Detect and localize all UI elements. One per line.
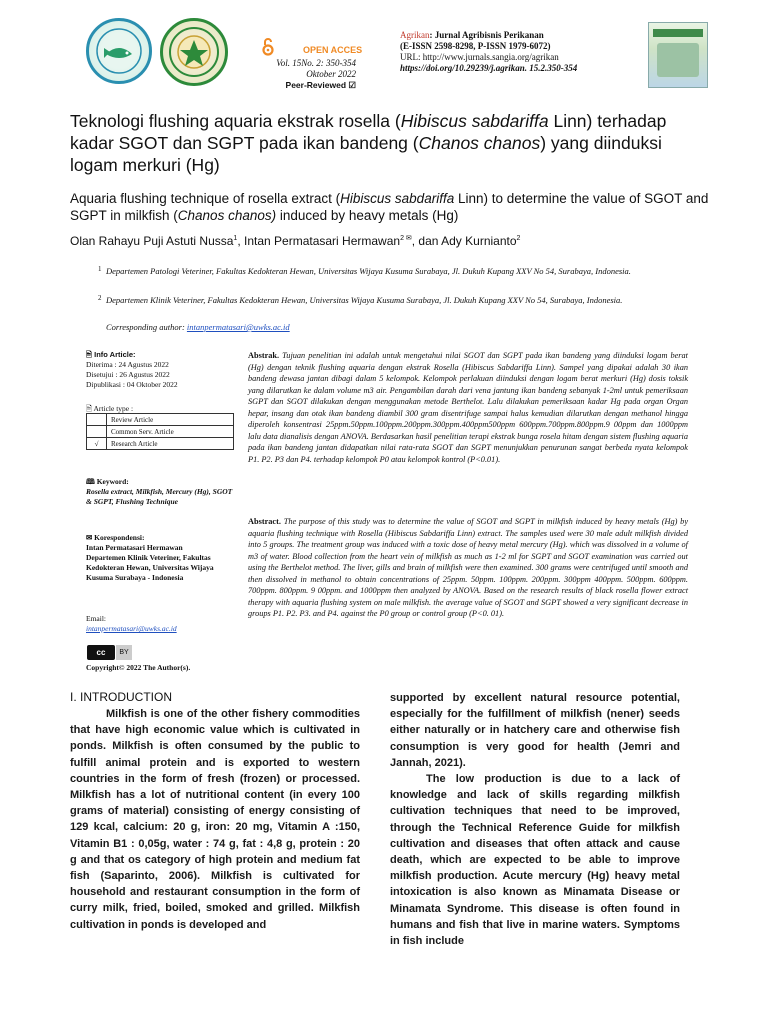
page-header	[0, 0, 768, 96]
agrikan-logo	[86, 18, 152, 84]
abstrak-indonesian: Abstrak. Tujuan penelitian ini adalah untuk mengetahui nilai SGOT dan SGPT pada ikan bandeng yang diinduksi logam berat (Hg) dengan teknik flushing aquaria dengan ekstrak Rosella (Hibiscus Sabdariffa Linn). Sampel yang dipakai adalah 30 ikan bandeng dewasa jantan dibagi dalam 5 kelompok. Kelompok perlakuan diinduksi dengan logam berat merkuri (Hg) dosis toksik yang dilarutkan ke dalam volume m3 air. Pengambilan darah dari vena jantung ikan bandeng sebanyak 1-2ml untuk pemeriksaan SGPT dan SGOT dilakukan dengan menggunakan metode Berthelot. Lalu dilakukan pemeriksaan kadar Hg pada organ Organ hepar, insang dan otak ikan bandeng diambil 300 gram disentrifuge sampai halus kemudian dilarutkan dengan methanol hingga diperoleh konsentrasi 25ppm.50ppm.100ppm.200ppm.300ppm.400ppm500ppm 600ppm.700ppm.800ppm.9 00ppm dan 1000ppm lalu data dianalisis dengan ANOVA. Berdasarkan hasil penelitian terapi ekstrak bunga rosela hitam dengan sistem flushing aquaria pada ikan bandeng jantan didapatkan nilai rata-rata SGOT dan SGPT menunjukkan penurunan sangat berbeda nyata kelompok P1. P2. P3 dan P4. terhadap kelompok P0 atau kelompok kontrol (P<0.01).	[248, 351, 688, 464]
issn: (E-ISSN 2598-8298, P-ISSN 1979-6072)	[400, 41, 551, 51]
correspondence-heading: ✉ Korespondensi:	[86, 533, 145, 542]
table-row: Review Article	[87, 414, 234, 426]
correspondence-name: Intan Permatasari Hermawan	[86, 543, 183, 552]
body-right-column	[390, 690, 680, 949]
journal-url[interactable]: URL: http://www.jurnals.sangia.org/agrikan	[400, 52, 559, 62]
keywords-text: Rosella extract, Milkfish, Mercury (Hg), SGOT & SGPT, Flushing Technique	[86, 487, 233, 506]
article-type-label: 🖹 Article type :	[86, 404, 134, 413]
keyword-heading: 🕮 Keyword:	[86, 477, 129, 486]
section-heading-introduction: I. INTRODUCTION	[70, 690, 172, 704]
by-license-icon: BY	[116, 645, 132, 660]
university-seal-logo	[160, 18, 228, 86]
date-line: Oktober 2022	[306, 69, 356, 79]
journal-cover-thumbnail	[648, 22, 708, 88]
email-block	[86, 614, 236, 634]
keywords-block	[86, 477, 236, 507]
affiliation-2: 2 Departemen Klinik Veteriner, Fakultas Kedokteran Hewan, Universitas Wijaya Kusuma Surabaya, Jl. Dukuh Kupang XXV No 54, Surabaya, Indonesia.	[98, 294, 623, 305]
article-subtitle: Aquaria flushing technique of rosella extract (Hibiscus sabdariffa Linn) to determine the value of SGOT and SGPT in milkfish (Chanos chanos) induced by heavy metals (Hg)	[70, 191, 709, 223]
email-label: Email:	[86, 614, 106, 623]
affiliation-1: 1 Departemen Patologi Veteriner, Fakultas Kedokteran Hewan, Universitas Wijaya Kusuma Surabaya, Jl. Dukuh Kupang XXV No 54, Surabaya, Indonesia.	[98, 265, 631, 276]
accepted-date: Disetujui : 26 Agustus 2022	[86, 370, 170, 379]
author-list: Olan Rahayu Puji Astuti Nussa$^1$, Intan Permatasari Hermawan$^{2 ✉}$, dan Ady Kurnianto$^2$	[70, 234, 521, 248]
journal-name: Agrikan	[400, 30, 430, 40]
fish-emblem-icon	[94, 26, 144, 76]
open-access-label: OPEN ACCES	[303, 45, 363, 55]
copyright-notice: Copyright© 2022 The Author(s).	[86, 663, 191, 672]
volume-info	[260, 58, 356, 80]
seal-emblem-icon	[168, 26, 220, 78]
corresponding-email-link[interactable]: intanpermatasari@uwks.ac.id	[186, 322, 290, 332]
cc-license-icon[interactable]: cc	[87, 645, 115, 660]
corresponding-author: Corresponding author: intanpermatasari@uwks.ac.id	[106, 322, 290, 332]
correspondence-dept: Departemen Klinik Veteriner, Fakultas Kedokteran Hewan, Universitas Wijaya Kusuma Surabaya - Indonesia	[86, 553, 214, 582]
cover-image	[657, 43, 699, 77]
journal-title: : Jurnal Agribisnis Perikanan	[429, 30, 544, 40]
intro-paragraph-3: The low production is due to a lack of knowledge and lack of skills regarding milkfish cultivation techniques that need to be improved, through the Technical Reference Guide for milkfish cultivation and diseases that often attack and cause death, which are expected to be able to improve milkfish production. Acute mercury (Hg) heavy metal intoxication is also known as Minamata Disease or Minamata Syndrome. This disease is often found in humans and fish that live in marine waters. Symptoms in fish include	[390, 773, 680, 948]
abstract-english: Abstract. The purpose of this study was to determine the value of SGOT and SGPT in milkfish induced by heavy metals (Hg) by aquaria flushing technique with Rosella (Hibiscus Sabdariffa Linn) extract. The samples used were 30 male adult milkfish divided into 5 groups. The treatment group was induced with a toxic dose of heavy metal mercury (Hg). which was dissolved in a volume of m3 of water. Blood collection from the heart vein of milkfish as much as 1-2 ml for SGPT and SGOT examination was carried out using the Berthelot method. The liver, gills and brain of milkfish were then examined. 300 grams were centrifuged until smooth and then dissolved in methanol to obtain concentrations of 25ppm. 50ppm. 100ppm. 200ppm. 300ppm 400ppm. 500ppm. 600ppm. 700ppm. 800ppm. 9 00ppm. and 1000ppm then analyzed by ANOVA. Based on the research results of black rosella flower extract therapy with aquaria flushing system on male milkfish. the average value of SGOT and SGPT showed a very significant decrease in groups P1. P2. P3. and P4. against the P0 group or control group (P<0. 01).	[248, 517, 688, 618]
info-heading: 🖹 Info Article:	[86, 350, 136, 359]
table-row: Common Serv. Article	[87, 426, 234, 438]
article-title: Teknologi flushing aquaria ekstrak rosella (Hibiscus sabdariffa Linn) terhadap kadar SGOT dan SGPT pada ikan bandeng (Chanos chanos) yang diinduksi logam merkuri (Hg)	[70, 111, 667, 175]
body-left-column	[70, 706, 360, 933]
open-access-icon	[262, 38, 274, 56]
article-type-table	[86, 413, 234, 450]
peer-reviewed-label: Peer-Reviewed ☑	[285, 80, 356, 90]
published-date: Dipublikasi : 04 Oktober 2022	[86, 380, 178, 389]
doi-link[interactable]: https://doi.org/10.29239/j.agrikan. 15.2.350-354	[400, 63, 578, 73]
correspondence-block	[86, 533, 236, 583]
intro-paragraph-1: Milkfish is one of the other fishery commodities that have high economic value which is cultivated in ponds. Milkfish is often consumed by the public to fulfill animal protein and is exported to western countries in the form of fresh (frozen) or processed. Milkfish has a lot of nutritional content (in every 100 grams of material) consisting of energy consisting of 129 kcal, calcium: 20 g, iron: 20 mg, Vitamin A :150, Vitamin B1 : 0,05g, water : 74 g, fat : 4,8 g, protein : 20 g and that os category of high protein and medium fat fish (Saparinto, 2006). Milkfish is cultivated for household and restaurant consumption in the form of curry milk, fried, boiled, smoked and grilled. Milkfish cultivation in ponds is developed and	[70, 708, 360, 931]
intro-paragraph-2: supported by excellent natural resource potential, especially for the fulfillment of milkfish (nener) seeds either naturally or in hatchery care and otherwise fish consumption is very good for health (Jemri and Jannah, 2021).	[390, 692, 680, 769]
article-info	[86, 350, 236, 414]
volume-line: Vol. 15No. 2: 350-354	[276, 58, 356, 68]
email-link[interactable]: intanpermatasari@uwks.ac.id	[86, 624, 177, 633]
table-row: √ Research Article	[87, 438, 234, 450]
journal-info	[400, 30, 642, 74]
received-date: Diterima : 24 Agustus 2022	[86, 360, 169, 369]
